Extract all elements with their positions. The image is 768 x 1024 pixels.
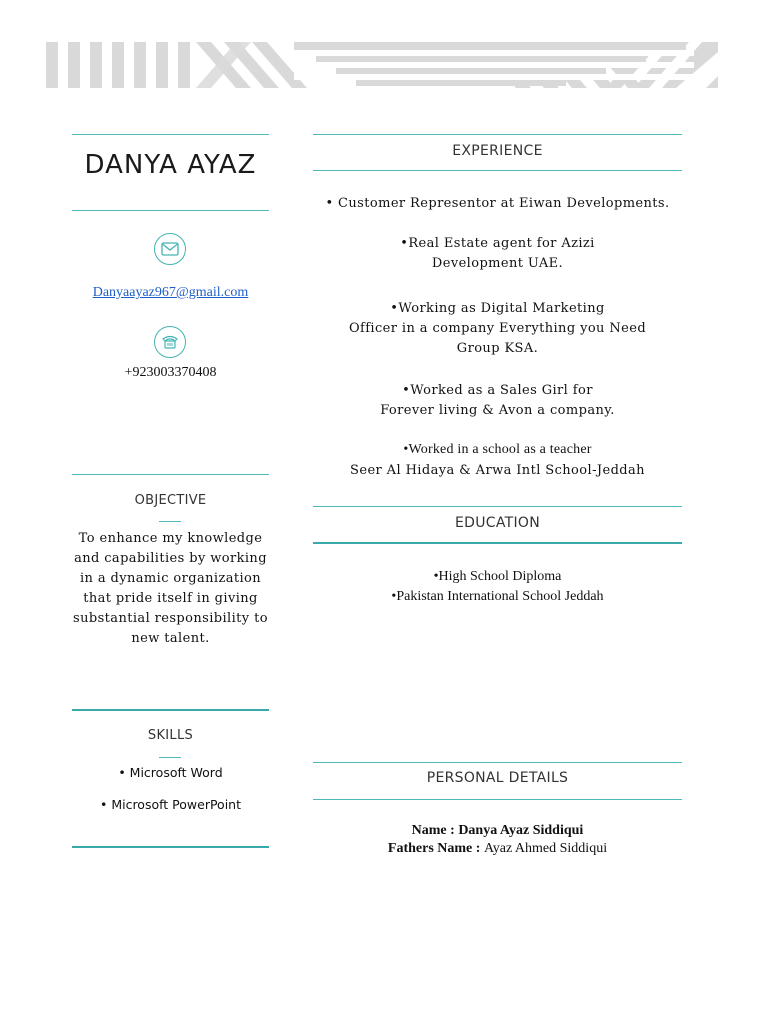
personal-father-row (313, 840, 682, 858)
envelope-icon (154, 233, 186, 265)
decorative-banner (46, 42, 718, 88)
skills-heading-underline (159, 757, 181, 758)
experience-line: Seer Al Hidaya & Arwa Intl School-Jeddah (350, 463, 645, 478)
personal-details-bottom-divider (313, 799, 682, 800)
objective-text: To enhance my knowledge and capabilities by working in a dynamic organization that pride itself in giving substantial responsibility to new talent. (73, 531, 268, 646)
experience-item (313, 299, 682, 359)
education-bottom-divider (313, 542, 682, 544)
objective-heading: OBJECTIVE (134, 493, 207, 508)
name-bottom-divider (72, 210, 269, 211)
experience-item (313, 194, 682, 214)
experience-heading: EXPERIENCE (452, 143, 543, 159)
experience-line: •Worked in a school as a teacher (403, 442, 592, 457)
education-top-divider (313, 506, 682, 507)
education-item: •High School Diploma (433, 569, 562, 584)
telephone-icon (154, 326, 186, 358)
objective-top-divider (72, 474, 269, 475)
experience-item (313, 234, 682, 274)
father-value: Ayaz Ahmed Siddiqui (483, 841, 608, 856)
education-heading: EDUCATION (454, 515, 540, 531)
education-item: •Pakistan International School Jeddah (391, 589, 604, 604)
experience-line: •Real Estate agent for Azizi (400, 236, 595, 251)
experience-line: Development UAE. (431, 256, 564, 271)
father-label: Fathers Name : (387, 841, 484, 856)
email-link[interactable]: Danyaayaz967@gmail.com (92, 285, 249, 300)
name-value: Danya Ayaz Siddiqui (458, 823, 584, 838)
personal-details-heading: PERSONAL DETAILS (426, 770, 569, 786)
objective-heading-underline (159, 521, 181, 522)
experience-bottom-divider (313, 170, 682, 171)
skill-item-word: • Microsoft Word (118, 765, 223, 780)
candidate-name: DANYA AYAZ (84, 150, 257, 180)
skills-top-divider (72, 709, 269, 711)
name-top-divider (72, 134, 269, 135)
experience-line: • Customer Representor at Eiwan Developments. (325, 196, 670, 211)
personal-name-row (313, 822, 682, 840)
personal-details-top-divider (313, 762, 682, 763)
experience-line: •Working as Digital Marketing (390, 301, 605, 316)
experience-top-divider (313, 134, 682, 135)
name-label: Name : (411, 823, 459, 838)
experience-item (313, 381, 682, 421)
experience-line: Group KSA. (456, 341, 539, 356)
skills-bottom-divider (72, 846, 269, 848)
phone-number: +923003370408 (124, 365, 217, 380)
experience-item (313, 440, 682, 481)
skill-item-powerpoint: • Microsoft PowerPoint (99, 797, 242, 812)
experience-line: Forever living & Avon a company. (380, 403, 615, 418)
skills-heading: SKILLS (147, 728, 194, 743)
experience-line: •Worked as a Sales Girl for (402, 383, 593, 398)
experience-line: Officer in a company Everything you Need (348, 321, 647, 336)
